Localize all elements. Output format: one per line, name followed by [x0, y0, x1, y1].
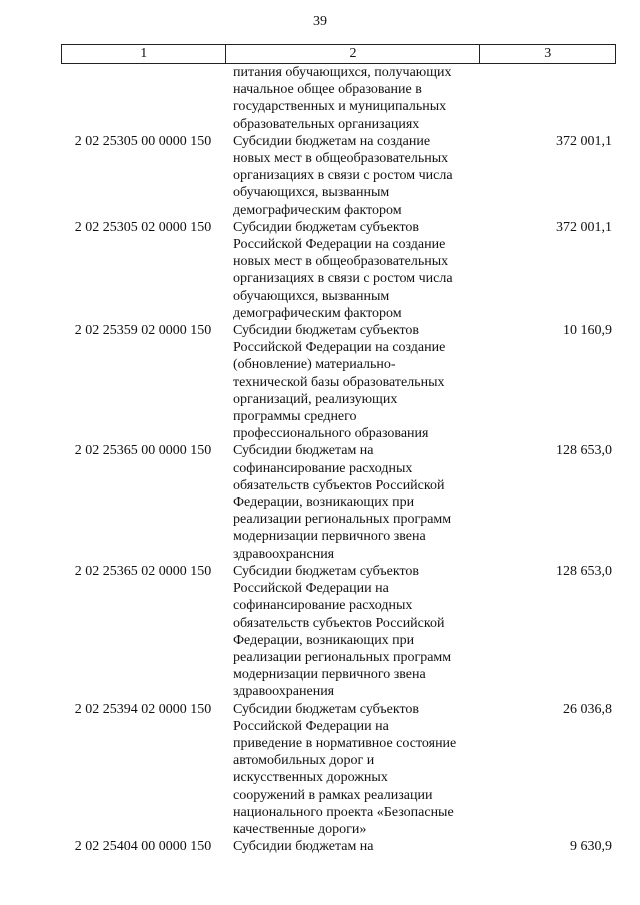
row-code: 2 02 25365 00 0000 150 — [74, 443, 212, 459]
row-code: 2 02 25305 00 0000 150 — [74, 133, 212, 149]
table-row — [61, 219, 616, 322]
table-header — [61, 44, 616, 64]
row-amount: 128 653,0 — [556, 563, 612, 579]
table-row — [61, 563, 616, 701]
column-header-1: 1 — [62, 45, 226, 64]
row-code: 2 02 25305 02 0000 150 — [74, 219, 212, 235]
row-code: 2 02 25359 02 0000 150 — [74, 323, 212, 339]
column-header-2: 2 — [226, 45, 480, 64]
row-amount: 128 653,0 — [556, 443, 612, 459]
table-row — [61, 322, 616, 442]
row-amount: 372 001,1 — [556, 219, 612, 235]
row-amount: 26 036,8 — [563, 701, 612, 717]
row-code: 2 02 25365 02 0000 150 — [74, 563, 212, 579]
row-description: Субсидии бюджетам на софинансирование расходных обязательств субъектов Российской Федерации, возникающих при реализации региональных программ модернизации первичного звена здравоохрансния — [233, 443, 452, 562]
page-number: 39 — [313, 14, 327, 29]
row-description: Субсидии бюджетам на — [233, 839, 374, 855]
row-description: Субсидии бюджетам субъектов Российской Федерации на создание новых мест в общеобразовательных организациях в связи с ростом числа обучающихся, вызванным демографическим фактором — [233, 219, 453, 321]
table-row — [61, 838, 616, 855]
continuation-row — [61, 64, 616, 133]
row-description: Субсидии бюджетам субъектов Российской Федерации на софинансирование расходных обязательств субъектов Российской Федерации, возникающих при реализации региональных программ модернизации первичного звена здравоохранения — [233, 563, 452, 700]
row-description: Субсидии бюджетам субъектов Российской Федерации на создание (обновление) материально- технической базы образовательных организаций, реализующих программы среднего профессионального образования — [233, 323, 446, 442]
row-code: 2 02 25404 00 0000 150 — [74, 839, 212, 855]
row-code: 2 02 25394 02 0000 150 — [74, 701, 212, 717]
table-body — [61, 64, 616, 855]
table-row — [61, 701, 616, 839]
row-amount: 9 630,9 — [570, 839, 612, 855]
row-amount: 372 001,1 — [556, 133, 612, 149]
row-amount: 10 160,9 — [563, 323, 612, 339]
row-description: Субсидии бюджетам на создание новых мест в общеобразовательных организациях в связи с ростом числа обучающихся, вызванным демографическим фактором — [233, 133, 453, 218]
table-row — [61, 442, 616, 562]
table-row — [61, 133, 616, 219]
column-header-3: 3 — [480, 45, 616, 64]
continuation-description: питания обучающихся, получающих начальное общее образование в государственных и муниципальных образовательных организациях — [233, 65, 452, 132]
row-description: Субсидии бюджетам субъектов Российской Федерации на приведение в нормативное состояние автомобильных дорог и искусственных дорожных сооружений в рамках реализации национального проекта «Безопасные качественные дороги» — [233, 701, 457, 837]
